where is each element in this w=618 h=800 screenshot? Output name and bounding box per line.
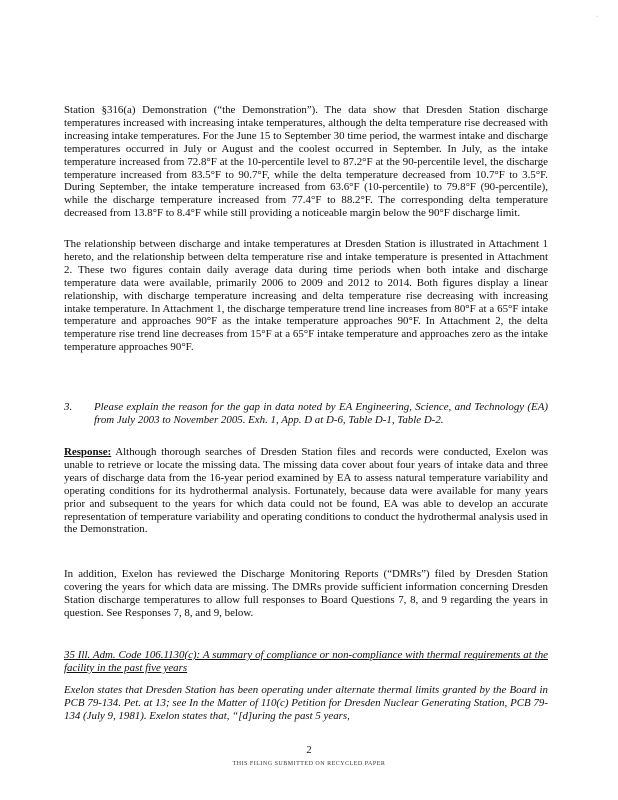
corner-mark: · <box>596 14 598 20</box>
footer-recycled-paper: THIS FILING SUBMITTED ON RECYCLED PAPER <box>232 761 386 767</box>
response-text: Although thorough searches of Dresden Station files and records were conducted, Exelon was unable to retrieve or locate the missing data. The missing data cover about four years of intake data and three years of discharge data from the 16-year period examined by EA to assess natural temperature variability and operating conditions for its hydrothermal analysis. Fortunately, because data were available for many years prior and subsequent to the years for which data could not be found, EA was able to develop an accurate representation of temperature variability and operating conditions to conduct the hydrothermal analysis used in the Demonstration. <box>64 446 548 536</box>
paragraph-response <box>64 446 548 536</box>
paragraph-attachments: The relationship between discharge and intake temperatures at Dresden Station is illustrated in Attachment 1 hereto, and the relationship between delta temperature rise and intake temperature is presented in Attachment 2. These two figures contain daily average data during time periods when both intake and discharge temperature data were available, primarily 2006 to 2009 and 2012 to 2014. Both figures display a linear relationship, with discharge temperature increasing and delta temperature rise decreasing with increasing intake temperature. In Attachment 1, the discharge temperature trend line increases from 80°F at a 65°F intake temperature and approaches 90°F as the intake temperature approaches 90°F. In Attachment 2, the delta temperature rise trend line decreases from 15°F at a 65°F intake temperature and approaches zero as the intake temperature approaches 90°F. <box>64 238 548 354</box>
question-number: 3. <box>64 401 73 413</box>
page-number: 2 <box>306 745 312 756</box>
response-label: Response: <box>64 446 112 458</box>
paragraph-demonstration-data: Station §316(a) Demonstration (“the Demonstration”). The data show that Dresden Station discharge temperatures increased with increasing intake temperatures, although the delta temperature rise decreased with increasing intake temperatures. For the June 15 to September 30 time period, the warmest intake and discharge temperatures occurred in July or August and the coolest occurred in September. In July, as the intake temperature increased from 72.8°F at the 10-percentile level to 87.2°F at the 90-percentile level, the discharge temperature increased from 83.5°F to 90.7°F, while the delta temperature decreased from 10.7°F to 3.5°F. During September, the intake temperature increased from 63.6°F (10-percentile) to 79.8°F (90-percentile), while the discharge temperature increased from 77.4°F to 88.2°F. The corresponding delta temperature decreased from 13.8°F to 8.4°F while still providing a noticeable margin below the 90°F discharge limit. <box>64 104 548 220</box>
section-heading: 35 Ill. Adm. Code 106.1130(c): A summary of compliance or non-compliance with thermal requirements at the facility in the past five years <box>64 649 548 674</box>
paragraph-dmr-review: In addition, Exelon has reviewed the Discharge Monitoring Reports (“DMRs”) filed by Dresden Station covering the years for which data are missing. The DMRs provide sufficient information concerning Dresden Station discharge temperatures to allow full responses to Board Questions 7, 8, and 9 regarding the years in question. See Responses 7, 8, and 9, below. <box>64 568 548 619</box>
paragraph-alternate-limits: Exelon states that Dresden Station has been operating under alternate thermal limits granted by the Board in PCB 79-134. Pet. at 13; see In the Matter of 110(c) Petition for Dresden Nuclear Generating Station, PCB 79-134 (July 9, 1981). Exelon states that, “[d]uring the past 5 years, <box>64 684 548 722</box>
question-3 <box>64 401 548 427</box>
question-text: Please explain the reason for the gap in data noted by EA Engineering, Science, and Technology (EA) from July 2003 to November 2005. Exh. 1, App. D at D-6, Table D-1, Table D-2. <box>94 401 548 426</box>
